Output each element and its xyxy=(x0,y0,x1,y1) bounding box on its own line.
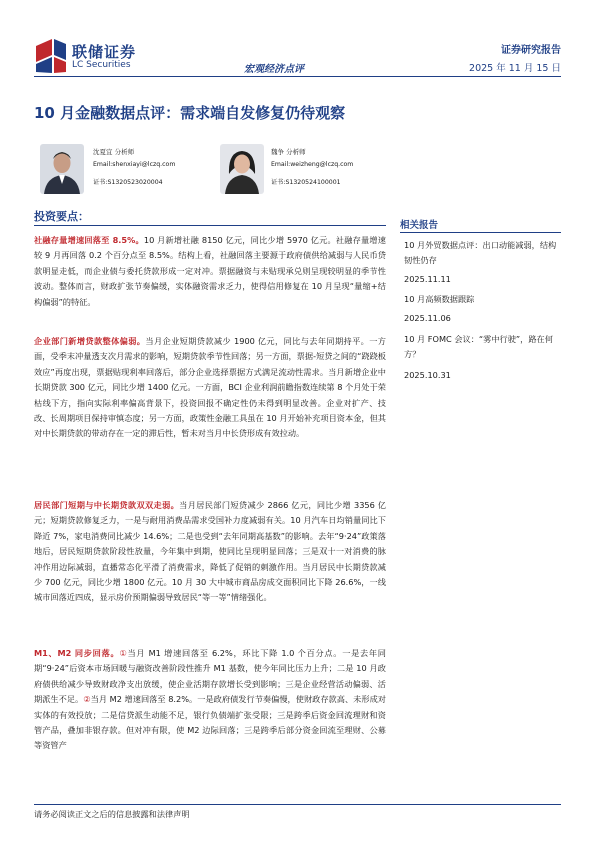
paragraph-lead: 居民部门短期与中长期贷款双双走弱。 xyxy=(34,500,180,510)
paragraph-lead: 社融存量增速回落至 8.5%。 xyxy=(34,235,144,245)
header-divider xyxy=(34,76,561,77)
related-reports-heading: 相关报告 xyxy=(400,220,439,231)
related-reports-divider xyxy=(400,232,561,233)
item-marker-1: ① xyxy=(119,648,128,658)
paragraph-body: 当月企业短期贷款减少 1900 亿元，同比与去年同期持平。一方面，受季末冲量透支次月需求的影响，短期贷款季节性回落；另一方面，票据-短贷之间的“跷跷板效应”再度出现，票据贴现利率回落后，部分企业选择票据方式满足流动性需求。当月新增企业中长期贷款 300 亿元，同比少增 1400 亿元。一方面，BCI 企业利润前瞻指数连续第 8 个月处于荣枯线下方，指向实际利率偏高背景下，投资回报不确定性仍未得到明显改善。企业对扩产、技改、长周期项目保持审慎态度；另一方面，政策性金融工具虽在 10 月开始补充项目资本金，但其对中长期贷款的带动存在一定的滞后性，暂未对当月中长贷形成有效拉动。 xyxy=(34,336,386,439)
summary-divider xyxy=(34,225,386,226)
summary-paragraph xyxy=(34,334,386,442)
related-report-title[interactable]: 10 月 FOMC 会议：“雾中行驶”，路在何方？ xyxy=(404,334,553,359)
related-report-date: 2025.10.31 xyxy=(404,370,451,380)
related-report-date: 2025.11.06 xyxy=(404,313,451,323)
summary-paragraph xyxy=(34,646,386,754)
analyst-name: 沈夏宜 分析师 xyxy=(93,148,135,156)
analyst-cert: 证书:S1320524100001 xyxy=(271,179,341,186)
analyst-name: 魏争 分析师 xyxy=(271,148,306,156)
related-report-title[interactable]: 10 月高频数据跟踪 xyxy=(404,294,475,304)
report-title: 10 月金融数据点评：需求端自发修复仍待观察 xyxy=(34,104,346,122)
logo-chinese-name: 联储证券 xyxy=(72,43,137,61)
analyst-photo-avatar xyxy=(220,144,264,194)
report-category: 宏观经济点评 xyxy=(244,64,304,75)
report-date: 2025 年 11 月 15 日 xyxy=(469,63,561,74)
paragraph-body: 当月 M1 增速回落至 6.2%，环比下降 1.0 个百分点。一是去年同期“9·24”后资本市场回暖与融资改善阶段性推升 M1 基数，使今年同比压力上升；二是 10 月政府债供给减少导致财政净支出放缓，使企业活期存款增长受到影响；三是企业经营活动偏弱、活期派生不足。 xyxy=(34,648,386,705)
related-report-date: 2025.11.11 xyxy=(404,274,451,284)
paragraph-lead: M1、M2 同步回落。 xyxy=(34,648,120,658)
logo-english-name: LC Securities xyxy=(72,60,131,70)
paragraph-body: 10 月新增社融 8150 亿元，同比少增 5970 亿元。社融存量增速较 9 月再回落 0.2 个百分点至 8.5%。结构上看，社融回落主要源于政府债供给减弱与人民币贷款明显走低，而企业债与委托贷款形成一定对冲。票据融资与未贴现承兑则呈现较明显的季节性波动。整体而言，财政扩张节奏偏缓，实体融资需求乏力，使得信用修复在 10 月呈现“量缩+结构偏弱”的特征。 xyxy=(34,235,386,307)
paragraph-body: 当月 M2 增速回落至 8.2%。一是政府债发行节奏偏慢，使财政存款高、未形成对实体的有效投放；二是信贷派生动能不足，银行负债端扩张受限；三是跨季后资金回流理财和资管产品，叠加非银存款。但对冲有限，使 M2 边际回落；三是跨季后部分资金回流至理财、公募等资管产 xyxy=(34,694,386,751)
paragraph-body: 当月居民部门短贷减少 2866 亿元，同比少增 3356 亿元；短期贷款修复乏力，一是与耐用消费品需求受国补力度减弱有关。10 月汽车日均销量同比下降近 7%，家电消费同比减少 14.6%；二是也受到“去年同期高基数”的影响。去年“9·24”政策落地后，居民短期贷款阶段性放量，今年集中到期，使同比呈现明显回落；三是双十一对消费的脉冲作用边际减弱，直播常态化平滑了消费需求，降低了促销的刺激作用。当月居民中长期贷款减少 700 亿元，同比少增 1800 亿元。10 月 30 大中城市商品房成交面积同比下降 26.6%，一线城市回落近四成，显示房价预期偏弱导致居民“等一等”情绪强化。 xyxy=(34,500,386,603)
summary-heading: 投资要点： xyxy=(34,210,89,223)
analyst-email[interactable]: Email:weizheng@lczq.com xyxy=(271,161,354,168)
item-marker-2: ② xyxy=(83,694,91,705)
analyst-email[interactable]: Email:shenxiayi@lczq.com xyxy=(93,161,176,168)
analyst-cert: 证书:S1320523020004 xyxy=(93,179,163,186)
related-report-title[interactable]: 10 月外贸数据点评：出口动能减弱，结构韧性仍存 xyxy=(404,240,557,265)
lc-securities-logo-icon xyxy=(34,38,68,74)
footer-divider xyxy=(34,804,561,805)
summary-paragraph xyxy=(34,233,386,310)
footer-disclaimer: 请务必阅读正文之后的信息披露和法律声明 xyxy=(34,809,190,819)
document-type: 证券研究报告 xyxy=(501,45,561,56)
analyst-photo-avatar xyxy=(40,144,84,194)
summary-paragraph xyxy=(34,498,386,606)
paragraph-lead: 企业部门新增贷款整体偏弱。 xyxy=(34,336,146,346)
